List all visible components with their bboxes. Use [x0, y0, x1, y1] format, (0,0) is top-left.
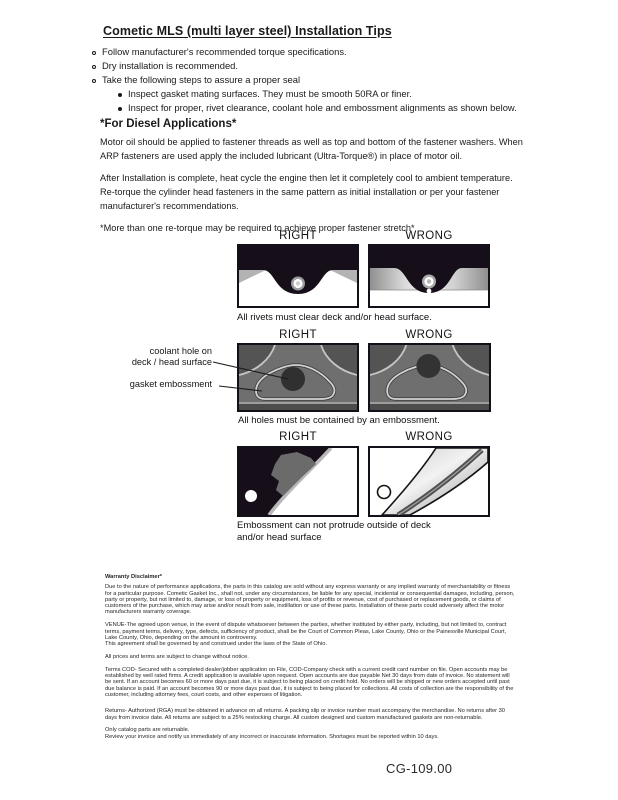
disclaimer-heading: Warranty Disclaimer*: [105, 574, 163, 580]
coolant-hole-wrong-diagram: [368, 343, 491, 412]
disclaimer-paragraph: Review your invoice and notify us immediately of any incorrect or inaccurate information. Shortages must be reported within 10 days.: [105, 733, 439, 740]
list-item: [92, 101, 592, 115]
disclaimer-paragraph: This agreement shall be governed by and construed under the laws of the State of Ohio.: [105, 641, 327, 648]
page-title: Cometic MLS (multi layer steel) Installation Tips: [103, 24, 392, 38]
coolant-right-illustration: [239, 345, 357, 410]
warranty-disclaimer-section: [105, 574, 517, 740]
list-item-text: Dry installation is recommended.: [102, 60, 238, 71]
bullet-circle-icon: [92, 73, 102, 87]
list-item: [92, 59, 592, 73]
list-item: [92, 73, 592, 87]
row3-caption-line2: and/or head surface: [237, 531, 322, 543]
list-item-text: Follow manufacturer's recommended torque specifications.: [102, 46, 347, 57]
wrong-label: WRONG: [405, 431, 453, 443]
bullet-dot-icon: [118, 87, 128, 101]
diesel-heading: *For Diesel Applications*: [100, 118, 237, 130]
disclaimer-paragraph: VENUE-The agreed upon venue, in the event of dispute whatsoever between the parties, whether instituted by either party, including, but not limited to, contract terms, payment terms, delivery, type, defects, sufficiency of product, shall be the Court of Common Pleas, Lake County, Ohio or the Painesville Municipal Court, Lake County, Ohio, depending on the amount in controversy.: [105, 622, 507, 641]
list-item-text: Inspect for proper, rivet clearance, coolant hole and embossment alignments as shown below.: [128, 102, 517, 113]
bullet-dot-icon: [118, 101, 128, 115]
diesel-applications-section: [100, 117, 525, 243]
list-item-text: Take the following steps to assure a proper seal: [102, 74, 301, 85]
bullet-circle-icon: [92, 59, 102, 73]
gasket-embossment-callout: gasket embossment: [129, 379, 212, 389]
rivet-right-illustration: [239, 246, 357, 306]
list-item: [92, 45, 592, 59]
bullet-circle-icon: [92, 45, 102, 59]
protrusion-right-diagram: [237, 446, 359, 517]
protrusion-wrong-diagram: [368, 446, 490, 517]
diesel-paragraph: Motor oil should be applied to fastener threads as well as top and bottom of the fastener washers. When ARP fasteners are used apply the included lubricant (Ultra-Torque®) in place of motor oil.: [100, 137, 523, 161]
wrong-label: WRONG: [405, 329, 453, 341]
rivet-clearance-wrong-diagram: [368, 244, 490, 308]
list-item: [92, 87, 592, 101]
rivet-wrong-illustration: [370, 246, 488, 306]
coolant-hole-callout-line1: coolant hole on: [149, 346, 212, 356]
diesel-paragraph: After Installation is complete, heat cycle the engine then let it completely cool to ambient temperature. Re-torque the cylinder head fasteners in the same pattern as initial installation or per your fastener manufacturer's recommendations.: [100, 173, 513, 211]
coolant-hole-right-diagram: [237, 343, 359, 412]
coolant-wrong-illustration: [370, 345, 489, 410]
right-label: RIGHT: [279, 329, 317, 341]
disclaimer-paragraph: Only catalog parts are returnable.: [105, 727, 190, 734]
row1-caption: All rivets must clear deck and/or head surface.: [237, 312, 432, 323]
right-label: RIGHT: [279, 230, 317, 242]
disclaimer-paragraph: All prices and terms are subject to change without notice.: [105, 653, 249, 660]
disclaimer-paragraph: Returns- Authorized (RGA) must be obtained in advance on all returns. A packing slip or invoice number must accompany the merchandise. No returns after 30 days from invoice date. All returns are subject to a 25% restocking charge. All custom designed and custom manufactured gaskets are non-returnable.: [105, 708, 505, 721]
diesel-note: *More than one re-torque may be required to achieve proper fastener stretch*: [100, 223, 415, 233]
install-tips-list: [92, 45, 592, 115]
catalog-part-number: CG-109.00: [386, 761, 453, 776]
disclaimer-paragraph: Due to the nature of performance applications, the parts in this catalog are sold without any express warranty or any implied warranty of merchantability or fitness for a particular purpose. Cometic Gasket Inc., shall not, under any circumstances, be liable for any special, incidental or consequential damages, including, person, party or property, but not limited to, damage, or loss of property or equipment, loss of profits or revenue, cost of purchased or replacement goods, or claims of customers of the purchase, which may arise and/or result from sale, instillation or use of these parts. Installation of these parts could adversely affect the motor manufacturers warranty coverage.: [105, 584, 515, 616]
protrusion-right-illustration: [239, 448, 357, 515]
protrusion-wrong-illustration: [370, 448, 488, 515]
row2-caption: All holes must be contained by an embossment.: [238, 415, 440, 426]
list-item-text: Inspect gasket mating surfaces. They must be smooth 50RA or finer.: [128, 88, 412, 99]
right-label: RIGHT: [279, 431, 317, 443]
coolant-hole-callout-line2: deck / head surface: [131, 357, 212, 367]
rivet-clearance-right-diagram: [237, 244, 359, 308]
row3-caption-line1: Embossment can not protrude outside of deck: [237, 520, 431, 531]
wrong-label: WRONG: [405, 230, 453, 242]
disclaimer-paragraph: Terms COD- Secured with a completed dealer/jobber application on File, COD-Company check with a current credit card number on file. Open accounts may be established by well rated firms. A credit application is available upon request. Open accounts are due payable Net 30 days from date of invoice. No statement will be sent. If an account becomes 60 or more days past due, it is subject to being placed on credit hold. No orders will be shipped or new orders accepted until past due balance is paid. If an account becomes 90 or more days past due, it is subject to being placed for collections. All costs of collection are the responsibility of the customer, including attorney fees, court costs, and other expenses of litigation.: [105, 666, 514, 698]
row3-caption: [237, 520, 467, 543]
